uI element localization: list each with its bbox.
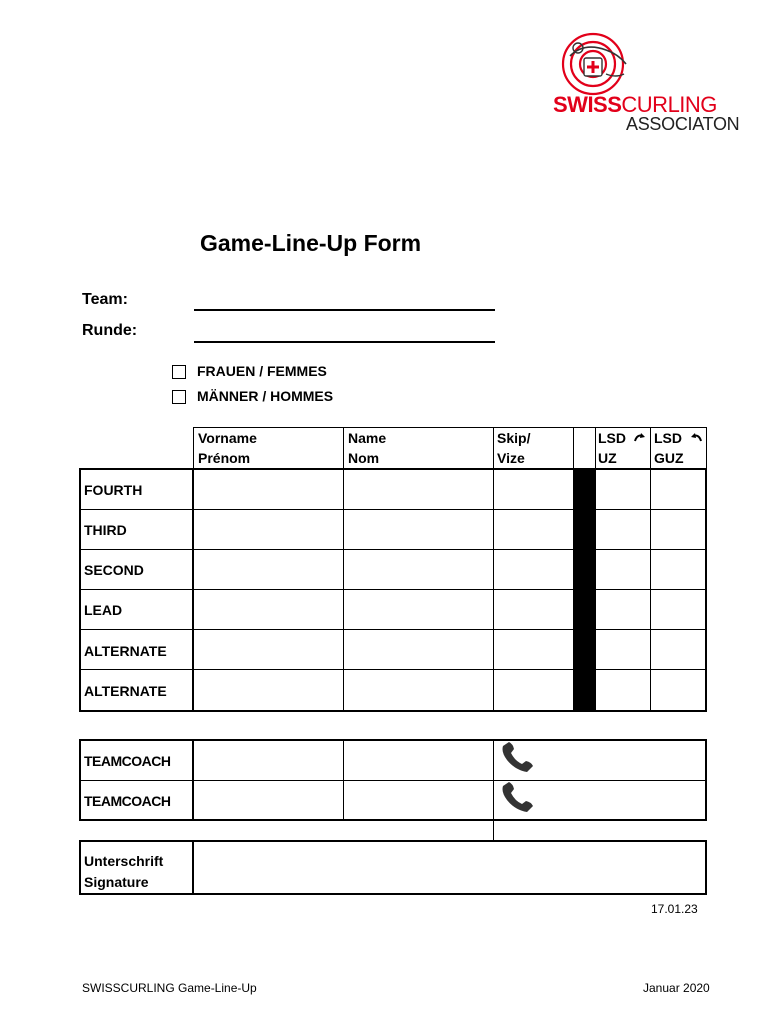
column-divider	[343, 468, 344, 712]
column-divider	[493, 468, 494, 712]
header-divider	[650, 427, 651, 470]
row-label-teamcoach: TEAMCOACH	[84, 753, 171, 769]
row-label-third: THIRD	[84, 522, 127, 538]
header-divider	[595, 427, 596, 470]
footer-left: SWISSCURLING Game-Line-Up	[82, 981, 257, 995]
women-checkbox[interactable]	[172, 365, 186, 379]
column-divider	[650, 468, 651, 712]
logo-subtitle: ASSOCIATON	[626, 114, 740, 134]
signature-divider	[192, 840, 194, 895]
table-bottom-border	[79, 710, 707, 712]
table-top-border	[79, 468, 707, 470]
men-option-label: MÄNNER / HOMMES	[197, 388, 334, 404]
coach-row-divider	[79, 780, 707, 781]
header-lsd-uz: LSD UZ	[598, 428, 647, 468]
signature-top-border	[79, 840, 707, 842]
women-option-label: FRAUEN / FEMMES	[197, 363, 327, 379]
signature-label: Unterschrift Signature	[84, 853, 164, 890]
header-name: Name Nom	[348, 430, 387, 466]
row-label-fourth: FOURTH	[84, 482, 143, 498]
table-right-border	[705, 468, 707, 712]
row-divider	[79, 669, 707, 670]
row-divider	[79, 549, 707, 550]
counterclockwise-arrow-icon	[689, 433, 703, 443]
row-label-alternate: ALTERNATE	[84, 643, 167, 659]
coach-column-divider	[493, 739, 494, 842]
clockwise-arrow-icon	[633, 433, 647, 443]
footer-right: Januar 2020	[643, 981, 710, 995]
team-field[interactable]	[194, 309, 495, 311]
row-divider	[79, 589, 707, 590]
team-label: Team:	[82, 291, 128, 308]
header-lsd-guz: LSD GUZ	[654, 428, 703, 468]
phone-icon	[499, 782, 535, 814]
row-label-alternate: ALTERNATE	[84, 683, 167, 699]
round-label: Runde:	[82, 322, 138, 339]
coach-table-top-border	[79, 739, 707, 741]
men-checkbox[interactable]	[172, 390, 186, 404]
signature-left-border	[79, 840, 81, 895]
version-date: 17.01.23	[651, 902, 698, 916]
row-label-second: SECOND	[84, 562, 144, 578]
phone-icon	[499, 742, 535, 774]
column-divider	[192, 468, 194, 712]
page-title: Game-Line-Up Form	[200, 230, 422, 256]
row-label-lead: LEAD	[84, 602, 123, 618]
header-skip: Skip/ Vize	[497, 430, 531, 466]
header-divider	[573, 427, 574, 470]
signature-bottom-border	[79, 893, 707, 895]
round-field[interactable]	[194, 341, 495, 343]
header-divider	[706, 427, 707, 470]
signature-field[interactable]	[195, 843, 704, 892]
row-divider	[79, 509, 707, 510]
row-label-teamcoach: TEAMCOACH	[84, 793, 171, 809]
header-divider	[343, 427, 344, 470]
coach-table-bottom-border	[79, 819, 707, 821]
row-divider	[79, 629, 707, 630]
signature-right-border	[705, 840, 707, 895]
logo-wordmark: SWISSCURLING	[553, 92, 717, 117]
table-left-border	[79, 468, 81, 712]
header-divider	[193, 427, 194, 470]
header-firstname: Vorname Prénom	[198, 430, 257, 466]
header-divider	[493, 427, 494, 470]
header-top-border	[193, 427, 707, 428]
shaded-separator-column	[573, 468, 596, 712]
